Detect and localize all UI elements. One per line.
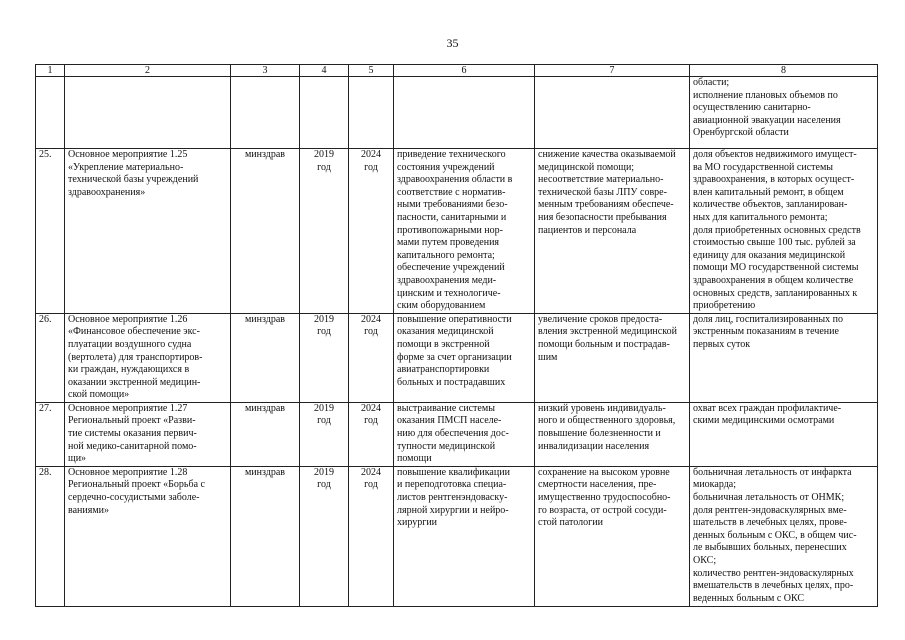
col-header-1: 1 (36, 65, 65, 77)
non-implementation-consequence: увеличение сроков предоста- вления экстренной медицинской помощи больным и пострадав- шим (535, 313, 690, 402)
indicator-link: доля лиц, госпитализированных по экстренным показаниям в течение первых суток (690, 313, 878, 402)
indicator-link: области; исполнение плановых объемов по осуществлению санитарно- авиационной эвакуации населения Оренбургской области (690, 77, 878, 149)
end-year (349, 77, 394, 149)
indicator-link: больничная летальность от инфаркта миокарда; больничная летальность от ОНМК; доля рентген-эндоваскулярных вме- шательств в лечебных целях, прове- денных больным с ОКС, в общем чис- ле выбывших больных, перенесших ОКС; количество рентген-эндоваскулярных вмешательств в лечебных целях, про- веденных больным с ОКС (690, 466, 878, 606)
page-number: 35 (446, 36, 459, 50)
table-row (36, 149, 878, 314)
expected-result: приведение технического состояния учреждений здравоохранения области в соответствие с норматив- ными требованиями безо- пасности, санитарными и противопожарными нор- мами путем проведения капитального ремонта; обеспечение учреждений здравоохранения меди- цинским и технологиче- ским оборудованием (394, 149, 535, 314)
start-year: 2019 год (300, 313, 349, 402)
start-year (300, 77, 349, 149)
col-header-4: 4 (300, 65, 349, 77)
executor (231, 77, 300, 149)
start-year: 2019 год (300, 149, 349, 314)
col-header-6: 6 (394, 65, 535, 77)
col-header-5: 5 (349, 65, 394, 77)
table-row (36, 313, 878, 402)
executor: минздрав (231, 402, 300, 466)
end-year: 2024 год (349, 313, 394, 402)
expected-result: выстраивание системы оказания ПМСП населе- нию для обеспечения дос- тупности медицинской помощи (394, 402, 535, 466)
row-number: 27. (36, 402, 65, 466)
row-number: 25. (36, 149, 65, 314)
non-implementation-consequence: сохранение на высоком уровне смертности населения, пре- имущественно трудоспособно- го возраста, от острой сосуди- стой патологии (535, 466, 690, 606)
indicator-link: охват всех граждан профилактиче- скими медицинскими осмотрами (690, 402, 878, 466)
expected-result: повышение оперативности оказания медицинской помощи в экстренной форме за счет организации авиатранспортировки больных и пострадавших (394, 313, 535, 402)
indicator-link: доля объектов недвижимого имущест- ва МО государственной системы здравоохранения, в которых осущест- влен капитальный ремонт, в общем количестве объектов, запланирован- ных для капитального ремонта; доля приобретенных основных средств стоимостью свыше 100 тыс. рублей за единицу для оказания медицинской помощи МО государственной системы здравоохранения в общем количестве основных средств, запланированных к приобретению (690, 149, 878, 314)
col-header-8: 8 (690, 65, 878, 77)
expected-result: повышение квалификации и переподготовка специа- листов рентгенэндоваску- лярной хирургии и нейро- хирургии (394, 466, 535, 606)
end-year: 2024 год (349, 466, 394, 606)
table-row (36, 402, 878, 466)
measures-table (35, 64, 878, 607)
col-header-7: 7 (535, 65, 690, 77)
non-implementation-consequence (535, 77, 690, 149)
measure-name: Основное мероприятие 1.28 Региональный проект «Борьба с сердечно-сосудистыми заболе- ваниями» (65, 466, 231, 606)
measure-name (65, 77, 231, 149)
executor: минздрав (231, 313, 300, 402)
measure-name: Основное мероприятие 1.25 «Укрепление материально- технической базы учреждений здравоохранения» (65, 149, 231, 314)
measure-name: Основное мероприятие 1.26 «Финансовое обеспечение экс- плуатации воздушного судна (вертолета) для транспортиров- ки граждан, нуждающихся в оказании экстренной медицин- ской помощи» (65, 313, 231, 402)
table-row (36, 77, 878, 149)
start-year: 2019 год (300, 402, 349, 466)
measure-name: Основное мероприятие 1.27 Региональный проект «Разви- тие системы оказания первич- ной медико-санитарной помо- щи» (65, 402, 231, 466)
row-number: 28. (36, 466, 65, 606)
column-number-row (36, 65, 878, 77)
expected-result (394, 77, 535, 149)
executor: минздрав (231, 466, 300, 606)
col-header-2: 2 (65, 65, 231, 77)
col-header-3: 3 (231, 65, 300, 77)
executor: минздрав (231, 149, 300, 314)
end-year: 2024 год (349, 402, 394, 466)
row-number: 26. (36, 313, 65, 402)
start-year: 2019 год (300, 466, 349, 606)
end-year: 2024 год (349, 149, 394, 314)
row-number (36, 77, 65, 149)
non-implementation-consequence: снижение качества оказываемой медицинской помощи; несоответствие материально- технической базы ЛПУ совре- менным требованиям обеспече- ния безопасности пребывания пациентов и персонала (535, 149, 690, 314)
non-implementation-consequence: низкий уровень индивидуаль- ного и общественного здоровья, повышение болезненности и инвалидизации населения (535, 402, 690, 466)
table-row (36, 466, 878, 606)
